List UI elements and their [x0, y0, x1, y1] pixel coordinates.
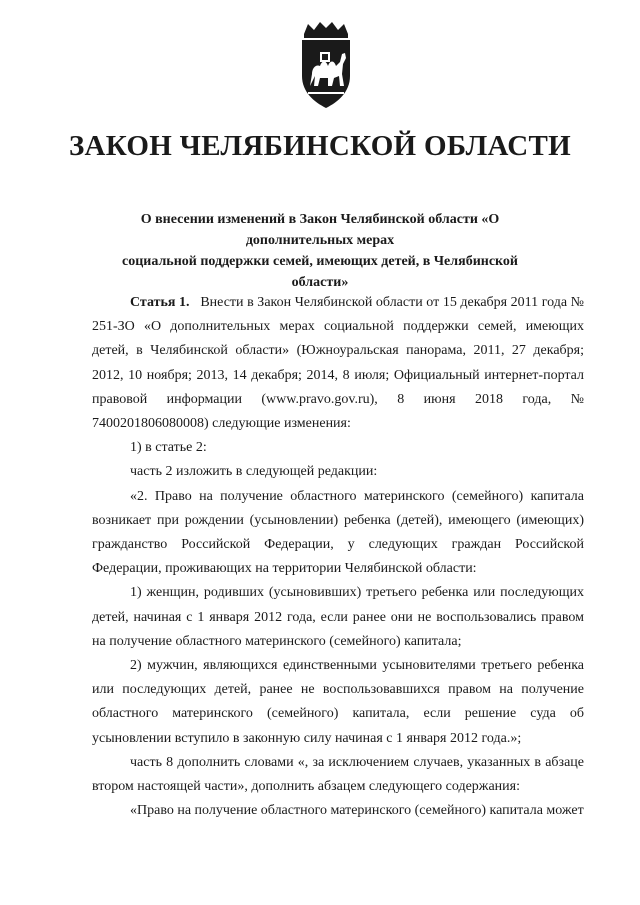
- paragraph: «2. Право на получение областного материнского (семейного) капитала возникает при рождении (усыновлении) ребенка (детей), имеющего (имеющих) гражданство Российской Федерации, у следующих граждан Российской Федерации, проживающих на территории Челябинской области:: [92, 488, 584, 577]
- article-text: Внести в Закон Челябинской области от 15 декабря 2011 года № 251-ЗО «О дополнительных мерах социальной поддержки семей, имеющих детей, в Челябинской области» (Южноуральская панорама, 2011, 27 декабря; 2012, 10 ноября; 2013, 14 декабря; 2014, 8 июля; Официальный интернет-портал правовой информации (www.pravo.gov.ru), 8 июня 2018 года, № 7400201806080008) следующие изменения:: [92, 295, 585, 432]
- paragraph: 1) в статье 2:: [130, 440, 207, 456]
- paragraph: часть 2 изложить в следующей редакции:: [130, 464, 378, 480]
- subtitle-line: О внесении изменений в Закон Челябинской области «О дополнительных мерах: [140, 212, 500, 248]
- article-label: Статья 1.: [130, 295, 190, 310]
- paragraph: 1) женщин, родивших (усыновивших) третьего ребенка или последующих детей, начиная с 1 января 2012 года, если ранее они не воспользовались правом на получение областного материнского (семейного) капитала;: [92, 585, 584, 649]
- law-body: [92, 291, 584, 823]
- paragraph: 2) мужчин, являющихся единственными усыновителями третьего ребенка или последующих детей, ранее не воспользовавшихся правом на получение областного материнского (семейного) капитала, если решение суда об усыновлении вступило в законную силу начиная с 1 января 2012 года.»;: [92, 658, 584, 746]
- paragraph: часть 8 дополнить словами «, за исключением случаев, указанных в абзаце втором настоящей части», дополнить абзацем следующего содержания:: [92, 754, 584, 795]
- subtitle-line: социальной поддержки семей, имеющих детей, в Челябинской области»: [121, 254, 518, 290]
- law-subtitle: [100, 209, 540, 293]
- coat-of-arms-icon: [294, 20, 358, 110]
- paragraph: «Право на получение областного материнского (семейного) капитала может: [130, 803, 584, 819]
- article-1-paragraph: [92, 291, 584, 436]
- law-title: ЗАКОН ЧЕЛЯБИНСКОЙ ОБЛАСТИ: [68, 130, 572, 162]
